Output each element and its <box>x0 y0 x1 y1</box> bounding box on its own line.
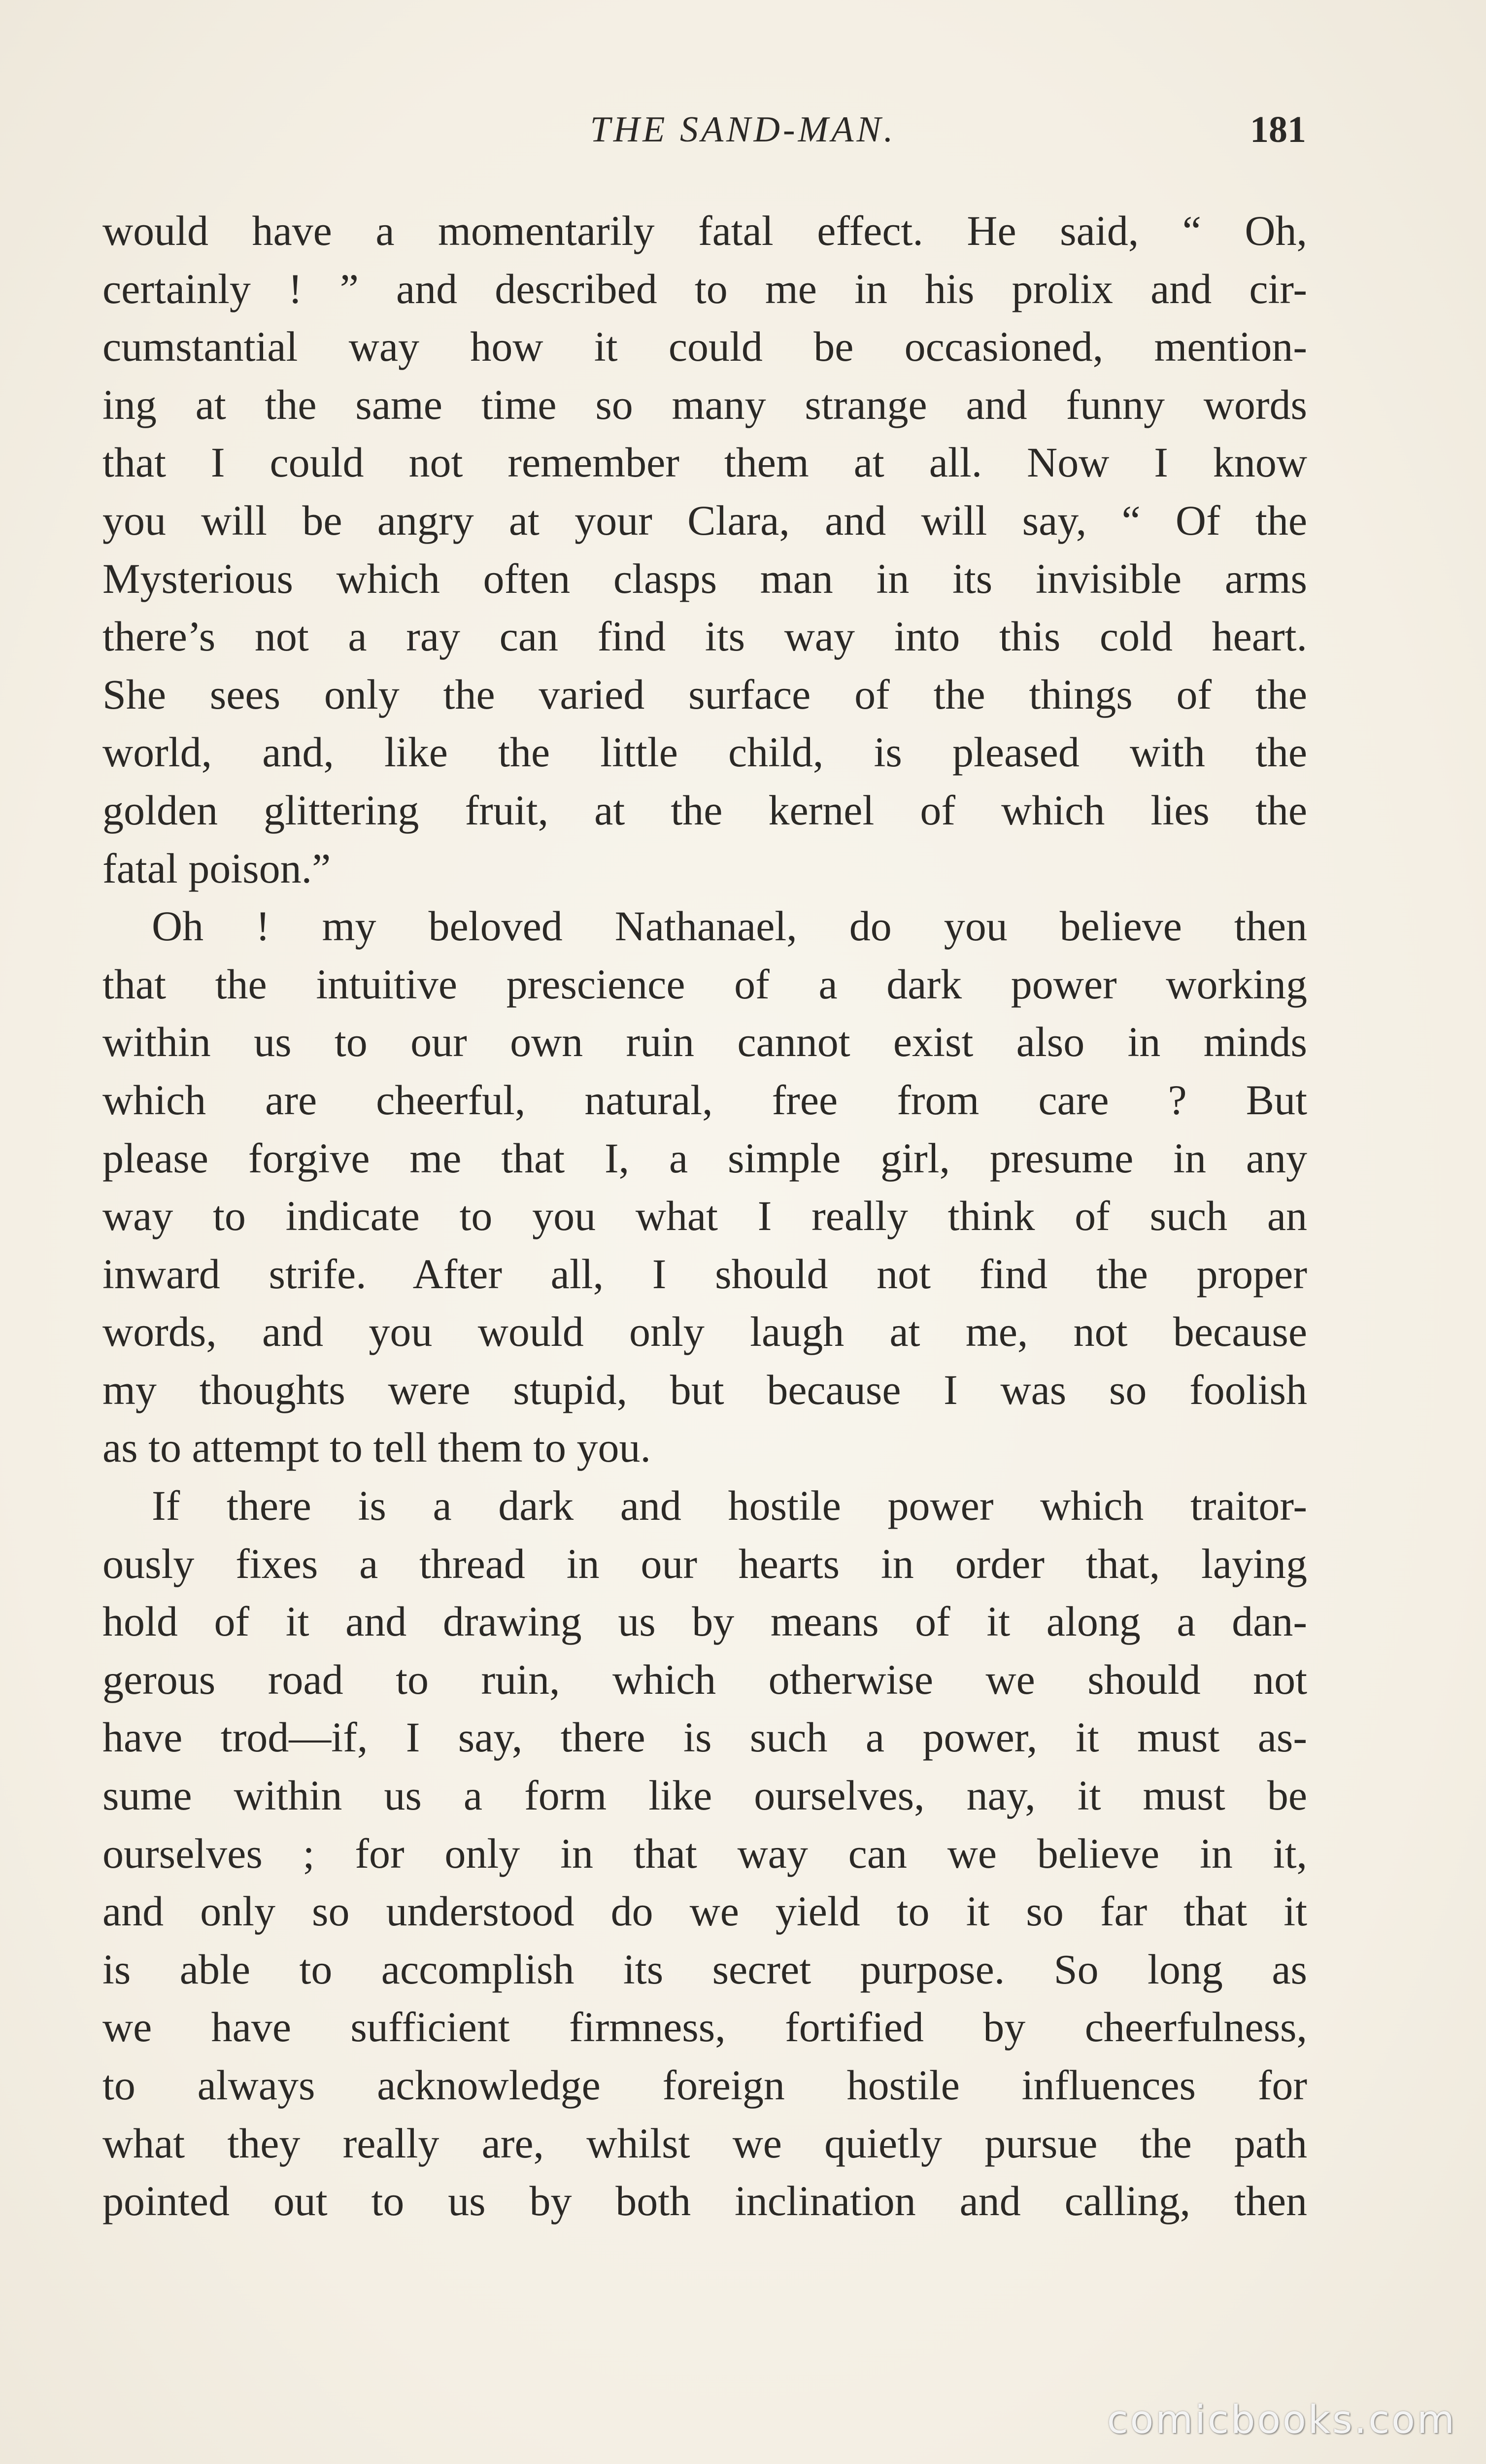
text-line: way to indicate to you what I really think of such an <box>102 1192 1307 1240</box>
text-line: Mysterious which often clasps man in its invisible arms <box>102 554 1307 602</box>
text-line: you will be angry at your Clara, and will say, “ Of the <box>102 496 1307 544</box>
text-line: fatal poison.” <box>102 844 331 892</box>
text-line: certainly ! ” and described to me in his prolix and cir- <box>102 265 1307 312</box>
text-line: which are cheerful, natural, free from care ? But <box>102 1076 1307 1124</box>
text-line: world, and, like the little child, is pleased with the <box>102 728 1307 776</box>
text-line: golden glittering fruit, at the kernel of which lies the <box>102 786 1307 834</box>
watermark: comicbooks.com <box>1107 2398 1456 2442</box>
text-line: She sees only the varied surface of the things of the <box>102 670 1307 718</box>
running-title: THE SAND-MAN. <box>590 109 896 150</box>
text-line: what they really are, whilst we quietly pursue the path <box>102 2119 1307 2167</box>
text-line: please forgive me that I, a simple girl, presume in any <box>102 1134 1307 1182</box>
text-line: If there is a dark and hostile power which traitor- <box>152 1482 1307 1530</box>
text-line: hold of it and drawing us by means of it along a dan- <box>102 1598 1307 1645</box>
running-head <box>0 107 1486 152</box>
text-line: have trod—if, I say, there is such a power, it must as- <box>102 1713 1307 1761</box>
text-line: words, and you would only laugh at me, not because <box>102 1308 1307 1356</box>
body-text <box>102 202 1307 2230</box>
text-line: as to attempt to tell them to you. <box>102 1424 651 1472</box>
text-line: ing at the same time so many strange and funny words <box>102 380 1307 428</box>
text-line: there’s not a ray can find its way into this cold heart. <box>102 613 1307 660</box>
text-line: Oh ! my beloved Nathanael, do you believe then <box>152 902 1307 950</box>
text-line: that I could not remember them at all. Now I know <box>102 439 1307 486</box>
text-line: is able to accomplish its secret purpose. So long as <box>102 1945 1307 1993</box>
text-line: that the intuitive prescience of a dark power working <box>102 960 1307 1008</box>
text-line: ourselves ; for only in that way can we believe in it, <box>102 1829 1307 1877</box>
text-line: within us to our own ruin cannot exist also in minds <box>102 1018 1307 1066</box>
text-line: ously fixes a thread in our hearts in order that, laying <box>102 1540 1307 1587</box>
text-line: gerous road to ruin, which otherwise we should not <box>102 1655 1307 1703</box>
text-line: to always acknowledge foreign hostile influences for <box>102 2061 1307 2109</box>
text-line: my thoughts were stupid, but because I was so foolish <box>102 1366 1307 1413</box>
text-line: cumstantial way how it could be occasioned, mention- <box>102 323 1307 371</box>
text-line: inward strife. After all, I should not find the proper <box>102 1250 1307 1298</box>
page-number: 181 <box>1250 109 1306 150</box>
text-line: we have sufficient firmness, fortified by cheerfulness, <box>102 2003 1307 2051</box>
text-line: pointed out to us by both inclination and calling, then <box>102 2177 1307 2225</box>
text-line: and only so understood do we yield to it so far that it <box>102 1887 1307 1935</box>
text-line: sume within us a form like ourselves, nay, it must be <box>102 1772 1307 1819</box>
text-line: would have a momentarily fatal effect. He said, “ Oh, <box>102 207 1307 254</box>
